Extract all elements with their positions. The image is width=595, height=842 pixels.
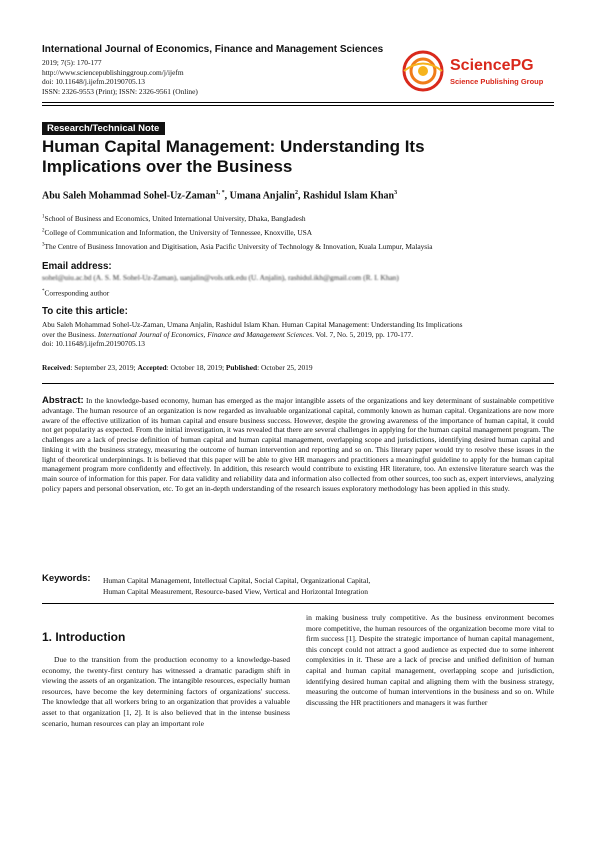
- title-line: Implications over the Business: [42, 157, 293, 176]
- journal-title: International Journal of Economics, Finance and Management Sciences: [42, 44, 384, 55]
- article-title: [42, 137, 562, 177]
- affiliation: $^3$The Centre of Business Innovation and Digitisation, Asia Pacific University of Technology & Innovation, Kuala Lumpur, Malaysia: [42, 242, 433, 251]
- affiliation: $^2$College of Communication and Information, the University of Tennessee, Knoxville, USA: [42, 228, 313, 237]
- citation: Abu Saleh Mohammad Sohel-Uz-Zaman, Umana Anjalin, Rashidul Islam Khan. Human Capital Management: Understanding Its Implications over the Business. International Journal of Economics, Finance and Management Sciences. Vol. 7, No. 5, 2019, pp. 170-177. doi: 10.11648/j.ijefm.20190705.13: [42, 320, 557, 349]
- sciencepg-logo-icon: [400, 48, 560, 94]
- abstract-rule-top: [42, 383, 554, 384]
- corresponding-note: *Corresponding author: [42, 288, 110, 298]
- article-dates: Received: September 23, 2019; Accepted: October 18, 2019; Published: October 25, 2019: [42, 363, 313, 372]
- journal-issn: ISSN: 2326-9553 (Print); ISSN: 2326-9561 (Online): [42, 86, 198, 96]
- journal-issue: 2019; 7(5): 170-177: [42, 58, 102, 67]
- sciencepg-logo: [400, 48, 560, 94]
- header-rule-2: [42, 105, 554, 106]
- author-sup: 3: [394, 190, 398, 196]
- author-name: Rashidul Islam Khan: [302, 190, 395, 202]
- author-list: Abu Saleh Mohammad Sohel-Uz-Zaman$^{1, *}$, Umana Anjalin$^2$, Rashidul Islam Khan$^3$: [42, 190, 398, 202]
- header-rule-1: [42, 102, 554, 103]
- keywords-rule: [42, 603, 554, 604]
- author-name: Abu Saleh Mohammad Sohel-Uz-Zaman: [42, 190, 216, 202]
- journal-url[interactable]: http://www.sciencepublishinggroup.com/j/ijefm: [42, 67, 184, 77]
- journal-doi[interactable]: doi: 10.11648/j.ijefm.20190705.13: [42, 77, 145, 86]
- author-sup: 1, *: [215, 190, 225, 196]
- abstract: [42, 396, 554, 494]
- cite-heading: To cite this article:: [42, 306, 128, 317]
- logo-wordmark: SciencePG: [450, 57, 534, 74]
- email-addresses[interactable]: sohel@uiu.ac.bd (A. S. M. Sohel-Uz-Zaman), uanjalin@vols.utk.edu (U. Anjalin), rashidul.ikh@gmail.com (R. I. Khan): [42, 273, 399, 282]
- logo-tagline: Science Publishing Group: [450, 77, 544, 86]
- abstract-label: Abstract:: [42, 395, 84, 406]
- article-type-badge: Research/Technical Note: [42, 122, 165, 135]
- title-line: Human Capital Management: Understanding Its: [42, 137, 425, 156]
- author-name: Umana Anjalin: [229, 190, 295, 202]
- keywords-label: Keywords:: [42, 573, 91, 584]
- email-heading: Email address:: [42, 261, 112, 272]
- citation-doi[interactable]: doi: 10.11648/j.ijefm.20190705.13: [42, 339, 145, 349]
- section-heading-introduction: 1. Introduction: [42, 630, 126, 644]
- abstract-text: In the knowledge-based economy, human has emerged as the major intangible assets of the organizations and key determinant of sustainable competitive advantage. The human resource of an organization is now regarded as invaluable organizational capital, commonly known as human capital. Organizations are now more aware of the effective utilization of its human capital and ensure business success. However, despite the growing awareness of the importance of human capital, it could not get popularity as expected. From the initial investigation, it was revealed that there are several challenges in applying for the human capital management program. The challenges are a lack of precise definition of human capital and human capital management, overlapping scope and jurisdictions, identifying desired human capital and linking it with the business strategy, measuring the outcome of human intervention and reporting and so on. This literary paper would try to resolve these issues in the light of theoretical underpinnings. It is believed that this paper will be able to give HR managers and practitioners a meaningful guideline to apply for the human capital management program more confidently and effectively. In addition, this research would contribute to existing HR literature, too. An extensive literature search was the main source of information for this paper. For data validity and reliability data and information also collected from other sources, too such as, expert interviews, analyzing policy papers and personal observation, etc. To get an in-depth understanding of the research issues exploratory methodology has been applied in this study.: [42, 396, 554, 493]
- affiliation: $^1$School of Business and Economics, United International University, Dhaka, Bangladesh: [42, 214, 306, 223]
- author-sup: 2: [294, 190, 298, 196]
- intro-right-column: in making business truly competitive. As the business environment becomes more competitive, the human resources of the organization become more vital to firm success [1]. Despite the strategic importance of human capital management, this concept could not attract a good audience as expected due to some inherent complexities in it. These are a lack of precise and unified definition of human capital and human capital management, overlapping scope and jurisdiction, identifying desired human capital and aligning them with the business strategy, measuring the outcome of human interventions in the business and so on. While discussing the HR practitioners and managers it was further: [306, 613, 554, 707]
- intro-left-column: Due to the transition from the production economy to a knowledge-based economy, the twenty-first century has witnessed a dramatic paradigm shift in viewing the assets of an organization. The intangible resources, especially human resources, have become the key determining factors of organizations' success. The knowledge that all workers bring to an organization that provides a valuable asset to that organization [1, 2]. It is also believed that in the intense business scenario, human resources can play an important role: [42, 655, 290, 728]
- keywords: Human Capital Management, Intellectual Capital, Social Capital, Organizational Capital, Human Capital Measurement, Resource-based View, Vertical and Horizontal Integration: [103, 576, 371, 596]
